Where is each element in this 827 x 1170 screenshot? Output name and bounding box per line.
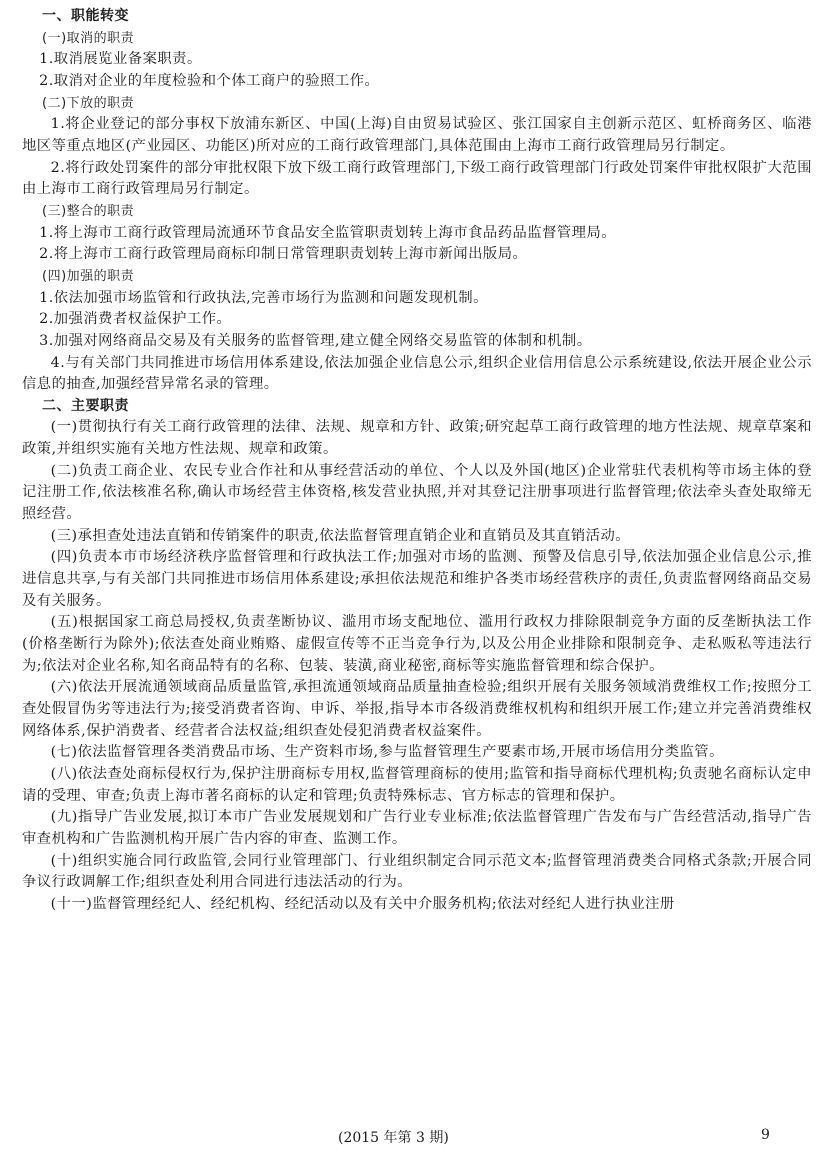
section-heading: 二、主要职责 bbox=[42, 397, 129, 414]
paragraph: (三)承担查处违法直销和传销案件的职责,依法监督管理直销企业和直销员及其直销活动。 bbox=[50, 527, 631, 544]
list-item: 2.加强消费者权益保护工作。 bbox=[39, 311, 232, 328]
paragraph: (七)依法监督管理各类消费品市场、生产资料市场,参与监督管理生产要素市场,开展市场信用分类监管。 bbox=[50, 744, 724, 761]
paragraph: (二)负责工商企业、农民专业合作社和从事经营活动的单位、个人以及外国(地区)企业常驻代表机构等市场主体的登记注册工作,依法核准名称,确认市场经营主体资格,核发营业执照,并对其登记注册事项进行监督管理;依法牵头查处取缔无照经营。 bbox=[22, 462, 812, 523]
section-heading: 一、职能转变 bbox=[42, 8, 129, 24]
issue-label: (2015 年第 3 期) bbox=[338, 1130, 449, 1146]
list-item: 2.将上海市工商行政管理局商标印制日常管理职责划转上海市新闻出版局。 bbox=[39, 246, 528, 263]
paragraph: (一)贯彻执行有关工商行政管理的法律、法规、规章和方针、政策;研究起草工商行政管理的地方性法规、规章草案和政策,并组织实施有关地方性法规、规章和政策。 bbox=[22, 419, 812, 458]
subsection-heading: (三)整合的职责 bbox=[42, 203, 135, 219]
list-item: 3.加强对网络商品交易及有关服务的监督管理,建立健全网络交易监管的体制和机制。 bbox=[39, 332, 592, 349]
list-item: 2.将行政处罚案件的部分审批权限下放下级工商行政管理部门,下级工商行政管理部门行政处罚案件审批权限扩大范围由上海市工商行政管理局另行制定。 bbox=[22, 159, 812, 198]
paragraph: (四)负责本市市场经济秩序监督管理和行政执法工作;加强对市场的监测、预警及信息引导,依法加强企业信息公示,推进信息共享,与有关部门共同推进市场信用体系建设;承担依法规范和维护各类市场经营秩序的责任,负责监督网络商品交易及有关服务。 bbox=[22, 549, 812, 609]
page-number: 9 bbox=[761, 1127, 770, 1143]
subsection-heading: (一)取消的职责 bbox=[42, 30, 135, 46]
paragraph: (五)根据国家工商总局授权,负责垄断协议、滥用市场支配地位、滥用行政权力排除限制竞争方面的反垄断执法工作(价格垄断行为除外);依法查处商业贿赂、虚假宣传等不正当竞争行为,以及公用企业排除和限制竞争、走私贩私等违法行为;依法对企业名称,知名商品特有的名称、包装、装潢,商业秘密,商标等实施监督管理和综合保护。 bbox=[22, 614, 812, 674]
list-item: 1.将企业登记的部分事权下放浦东新区、中国(上海)自由贸易试验区、张江国家自主创新示范区、虹桥商务区、临港地区等重点地区(产业园区、功能区)所对应的工商行政管理部门,具体范围由上海市工商行政管理局另行制定。 bbox=[22, 116, 812, 154]
list-item: 4.与有关部门共同推进市场信用体系建设,依法加强企业信息公示,组织企业信用信息公示系统建设,依法开展企业公示信息的抽查,加强经营异常名录的管理。 bbox=[22, 354, 812, 393]
page-footer bbox=[0, 1127, 827, 1149]
paragraph: (八)依法查处商标侵权行为,保护注册商标专用权,监督管理商标的使用;监管和指导商标代理机构;负责驰名商标认定申请的受理、审查;负责上海市著名商标的认定和管理;负责特殊标志、官方标志的管理和保护。 bbox=[22, 765, 812, 804]
list-item: 2.取消对企业的年度检验和个体工商户的验照工作。 bbox=[39, 72, 380, 89]
paragraph: (六)依法开展流通领域商品质量监管,承担流通领域商品质量抽查检验;组织开展有关服务领域消费维权工作;按照分工查处假冒伪劣等违法行为;接受消费者咨询、申诉、举报,指导本市各级消费维权机构和组织开展工作;建立并完善消费维权网络体系,保护消费者、经营者合法权益;组织查处侵犯消费者权益案件。 bbox=[22, 679, 812, 739]
paragraph: (十)组织实施合同行政监管,会同行业管理部门、行业组织制定合同示范文本;监督管理消费类合同格式条款;开展合同争议行政调解工作;组织查处利用合同进行违法活动的行为。 bbox=[22, 852, 812, 891]
list-item: 1.将上海市工商行政管理局流通环节食品安全监管职责划转上海市食品药品监督管理局。 bbox=[39, 224, 617, 241]
paragraph: (十一)监督管理经纪人、经纪机构、经纪活动以及有关中介服务机构;依法对经纪人进行执业注册 bbox=[50, 895, 675, 912]
document-body bbox=[22, 6, 812, 916]
paragraph: (九)指导广告业发展,拟订本市广告业发展规划和广告行业专业标准;依法监督管理广告发布与广告经营活动,指导广告审查机构和广告监测机构开展广告内容的审查、监测工作。 bbox=[22, 809, 812, 847]
subsection-heading: (四)加强的职责 bbox=[42, 268, 135, 284]
list-item: 1.取消展览业备案职责。 bbox=[39, 51, 202, 68]
list-item: 1.依法加强市场监管和行政执法,完善市场行为监测和问题发现机制。 bbox=[39, 289, 488, 306]
subsection-heading: (二)下放的职责 bbox=[42, 95, 135, 111]
